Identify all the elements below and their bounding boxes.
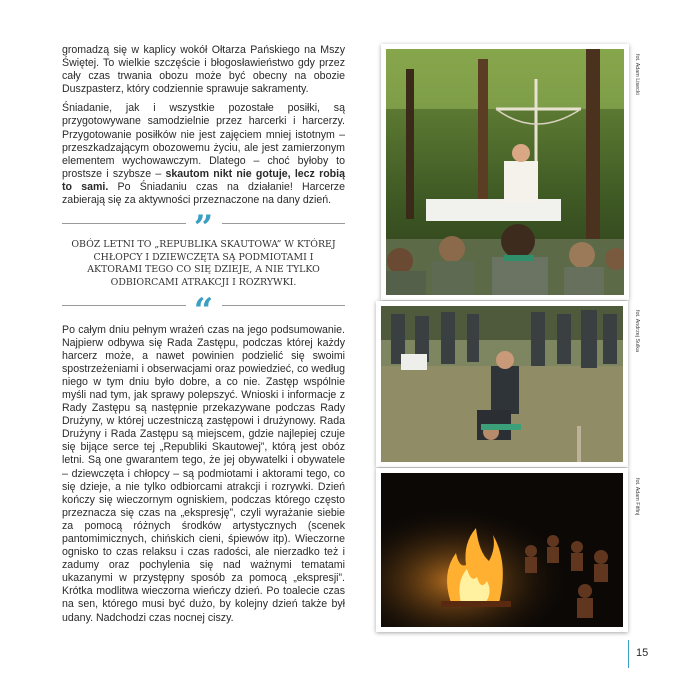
photo-credit-game: fot. Andrzej Sulka: [634, 310, 640, 352]
article-paragraph-2: [62, 102, 345, 207]
pull-quote-bottom-rule: [62, 290, 345, 331]
article-paragraph-1: gromadzą się w kaplicy wokół Ołtarza Pańskiego na Mszy Świętej. To wielkie szczęście i błogosławieństwo gdy przez cały czas trwania obozu może być obecny na obozie Duszpasterz, który codziennie sprawuje sakramenty.: [62, 44, 345, 96]
field-mass-image: [386, 49, 624, 295]
pull-quote-text: OBÓZ LETNI TO „REPUBLIKA SKAUTOWA” W KTÓREJ CHŁOPCY I DZIEWCZĘTA SĄ PODMIOTAMI I AKTORAMI TEGO CO SIĘ DZIEJE, A NIE TYLKO ODBIORCAMI ATRAKCJI I ROZRYWKI.: [71, 239, 336, 288]
pull-quote: [62, 208, 345, 331]
article-column: [62, 44, 345, 631]
page-number-rule: [628, 640, 629, 668]
photo-scout-game: [376, 301, 628, 467]
pull-quote-top-rule: [62, 208, 345, 249]
quote-divider-left: [62, 223, 186, 224]
photo-campfire: [376, 468, 628, 632]
campfire-image: [381, 473, 623, 627]
article-paragraph-3: Po całym dniu pełnym wrażeń czas na jego podsumowanie. Najpierw odbywa się Rada Zastępu, podczas której każdy harcerz może, a nawet powinien podzielić się swoimi spostrzeżeniami i obserwacjami oraz powiedzieć, co według niego w tym dniu było dobre, a co nie. Zastęp wspólnie myśli nad tym, jak sprawy polepszyć. Wnioski i informacje z Rady Zastępu są następnie przekazywane podczas Rady Drużyny, w której uczestniczą zastępowi i drużynowy. Rada Drużyny i Rada Zastępu są miejscem, gdzie najlepiej czuje się bijące serce tej „Republiki Skautowej”, którą jest obóz letni. Są one gwarantem tego, że jej obywatelki i obywatele – dziewczęta i chłopcy – są podmiotami i aktorami tego, co się dzieje, a nie tylko odbiorcami atrakcji i rozrywki. Dzień kończy się wieczornym ogniskiem, podczas którego często przeznacza się czas na „ekspresję”, czyli wyrażanie siebie za pomocą różnych środków artystycznych (scenek pantomimicznych, chińskich cieni, śpiewów itp). Wieczorne ognisko to czas relaksu i czas radości, ale nierzadko też i zadumy oraz pochylenia się nad ważnymi tematami ukazanymi w przystępny sposób za pomocą „ekspresji”. Krótka modlitwa wieczorna wieńczy dzień. Po toalecie czas na sen, którego musi być dużo, by kolejny dzień także był udany. Nadchodzi czas nocnej ciszy.: [62, 323, 345, 624]
paragraph-2-end: Po Śniadaniu czas na działanie! Harcerze zabierają się za aktywności przeznaczone na dany dzień.: [62, 180, 345, 207]
close-quote-icon: “: [193, 290, 214, 331]
scout-game-image: [381, 306, 623, 462]
photo-credit-mass: fot. Adam Lisecki: [634, 54, 640, 95]
photo-credit-campfire: fot. Adam Fitfinj: [634, 478, 640, 516]
quote-divider-right: [222, 223, 346, 224]
page-number: 15: [636, 647, 649, 659]
open-quote-icon: ”: [193, 208, 214, 249]
paragraph-2-start: Śniadanie, jak i wszystkie pozostałe posiłki, są przygotowywane samodzielnie przez harcerki i harcerzy. Przygotowanie posiłków nie jest zajęciem mniej istotnym – przeszkadzającym obozowemu życiu, ale jest zamierzonym elementem wychowawczym. Dlatego – choć byłoby to prostsze i szybsze –: [62, 102, 345, 180]
quote-divider-right: [222, 305, 346, 306]
paragraph-2-bold: skautom nikt nie gotuje, lecz robią to sami.: [62, 167, 345, 193]
quote-divider-left: [62, 305, 186, 306]
photo-field-mass: [381, 44, 629, 300]
